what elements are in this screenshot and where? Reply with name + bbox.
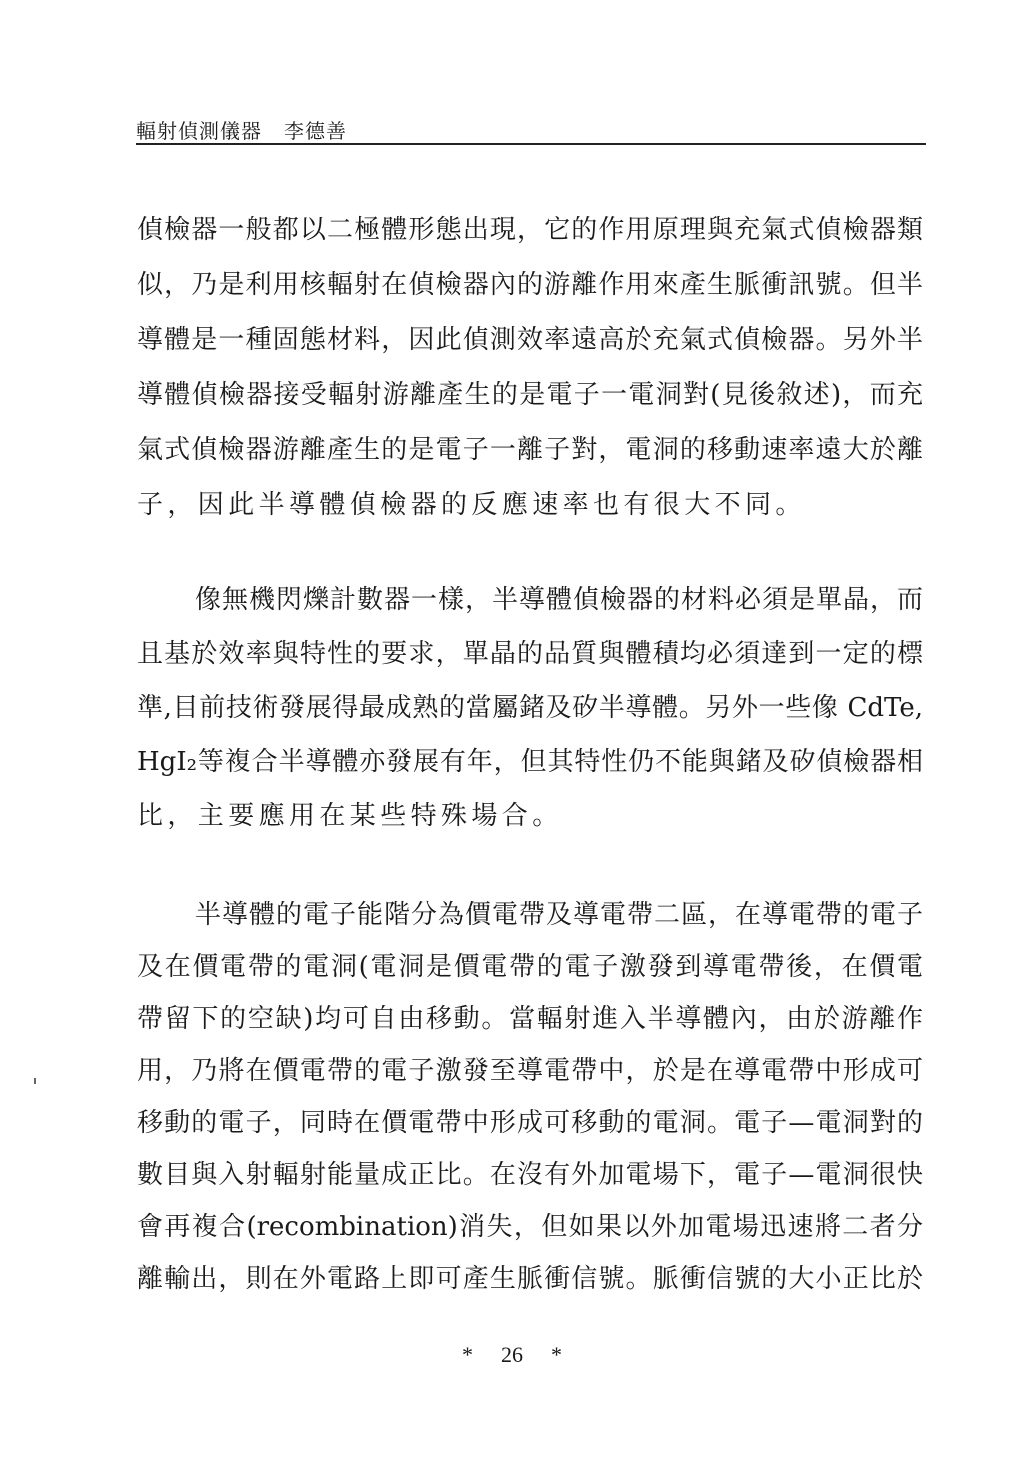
paragraph-line: 移動的電子，同時在價電帶中形成可移動的電洞。電子—電洞對的 <box>137 1108 923 1138</box>
paragraph-line: 數目與入射輻射能量成正比。在沒有外加電場下，電子—電洞很快 <box>137 1160 923 1190</box>
paragraph-line: 比，主要應用在某些特殊場合。 <box>137 801 563 831</box>
paragraph-line: 準,目前技術發展得最成熟的當屬鍺及矽半導體。另外一些像 CdTe, <box>137 693 923 723</box>
paragraph-line: 用，乃將在價電帶的電子激發至導電帶中，於是在導電帶中形成可 <box>137 1056 923 1086</box>
paragraph-line: 子，因此半導體偵檢器的反應速率也有很大不同。 <box>137 490 806 520</box>
footer-marker-right: * <box>551 1342 562 1367</box>
scan-speck <box>34 1078 36 1084</box>
page-number: 26 <box>501 1342 523 1367</box>
paragraph-line: 會再複合(recombination)消失，但如果以外加電場迅速將二者分 <box>137 1212 923 1242</box>
paragraph-line: 偵檢器一般都以二極體形態出現，它的作用原理與充氣式偵檢器類 <box>137 215 923 245</box>
header-title: 輻射偵測儀器 <box>136 119 262 143</box>
paragraph-line: 導體是一種固態材料，因此偵測效率遠高於充氣式偵檢器。另外半 <box>137 325 923 355</box>
page-header <box>136 113 926 145</box>
paragraph-line: 離輸出，則在外電路上即可產生脈衝信號。脈衝信號的大小正比於 <box>137 1264 923 1294</box>
paragraph-line: 且基於效率與特性的要求，單晶的品質與體積均必須達到一定的標 <box>137 639 923 669</box>
header-author: 李德善 <box>284 119 347 143</box>
paragraph-line: 帶留下的空缺)均可自由移動。當輻射進入半導體內，由於游離作 <box>137 1004 923 1034</box>
page-footer <box>0 1342 1024 1368</box>
footer-marker-left: * <box>462 1342 473 1367</box>
paragraph-line: 導體偵檢器接受輻射游離產生的是電子一電洞對(見後敘述)，而充 <box>137 380 923 410</box>
paragraph-line: 及在價電帶的電洞(電洞是價電帶的電子激發到導電帶後，在價電 <box>137 952 923 982</box>
paragraph-line: 半導體的電子能階分為價電帶及導電帶二區，在導電帶的電子 <box>195 900 923 930</box>
paragraph-line: HgI₂等複合半導體亦發展有年，但其特性仍不能與鍺及矽偵檢器相 <box>137 747 923 777</box>
paragraph-line: 像無機閃爍計數器一樣，半導體偵檢器的材料必須是單晶，而 <box>195 585 923 615</box>
paragraph-line: 氣式偵檢器游離產生的是電子一離子對，電洞的移動速率遠大於離 <box>137 435 923 465</box>
paragraph-line: 似，乃是利用核輻射在偵檢器內的游離作用來產生脈衝訊號。但半 <box>137 270 923 300</box>
header-text <box>136 115 347 144</box>
